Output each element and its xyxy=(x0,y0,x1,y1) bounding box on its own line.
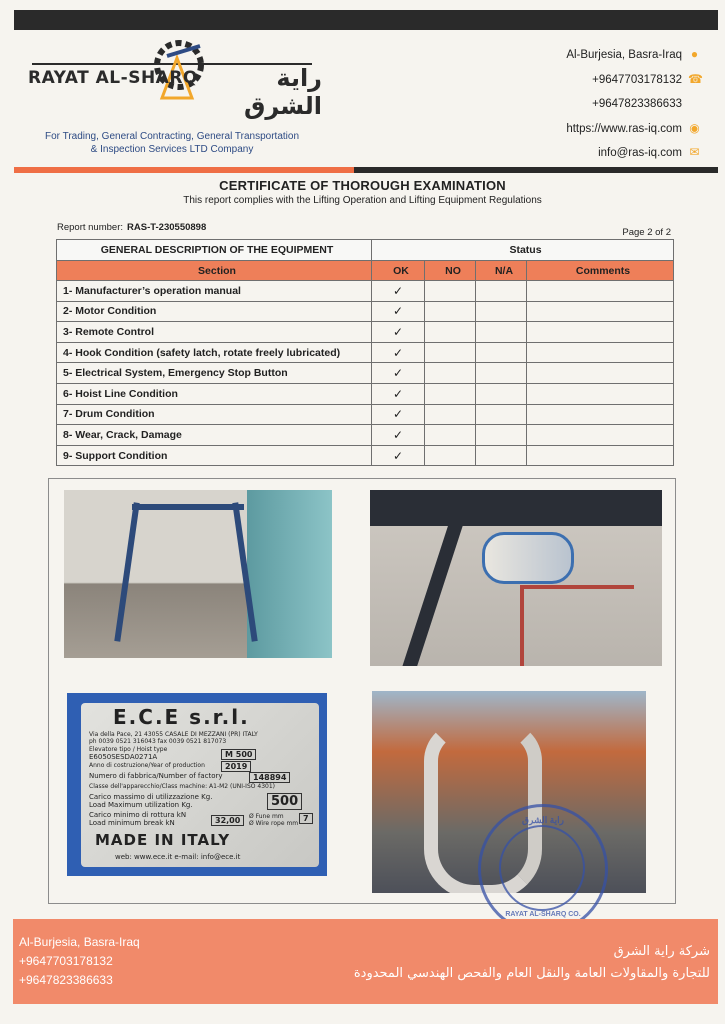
row-no xyxy=(425,342,476,363)
row-ok: ✓ xyxy=(372,322,425,343)
row-ok: ✓ xyxy=(372,404,425,425)
group-header: GENERAL DESCRIPTION OF THE EQUIPMENT xyxy=(57,240,372,261)
footer xyxy=(13,919,718,1004)
col-comments: Comments xyxy=(527,261,674,281)
table-row xyxy=(57,301,674,322)
row-ok: ✓ xyxy=(372,281,425,302)
table-group-header-row xyxy=(57,240,674,261)
status-header: Status xyxy=(372,240,674,261)
row-comments xyxy=(527,425,674,446)
row-no xyxy=(425,363,476,384)
red-frame xyxy=(520,585,634,666)
row-na xyxy=(476,445,527,466)
row-ok: ✓ xyxy=(372,445,425,466)
row-section: 9- Support Condition xyxy=(57,445,372,466)
mail-icon: ✉ xyxy=(689,145,700,159)
row-na xyxy=(476,425,527,446)
row-no xyxy=(425,404,476,425)
nameplate-model: M 500 xyxy=(221,749,256,760)
row-no xyxy=(425,425,476,446)
footer-arabic-line-1: شركة راية الشرق xyxy=(613,944,710,959)
table-row xyxy=(57,445,674,466)
row-comments xyxy=(527,363,674,384)
nameplate-break-load: 32,00 xyxy=(211,815,244,826)
row-ok: ✓ xyxy=(372,425,425,446)
table-row xyxy=(57,322,674,343)
footer-phone-2: +9647823386633 xyxy=(19,973,113,987)
nameplate-line: Carico minimo di rottura kN xyxy=(89,811,187,819)
photo-gantry-in-container xyxy=(64,490,332,658)
row-ok: ✓ xyxy=(372,363,425,384)
hoist-nameplate xyxy=(81,703,319,867)
row-comments xyxy=(527,445,674,466)
row-no xyxy=(425,445,476,466)
stamp-bottom-text: RAYAT AL-SHARQ CO. xyxy=(505,911,581,918)
nameplate-factory-no: 148894 xyxy=(249,772,290,783)
col-ok: OK xyxy=(372,261,425,281)
logo-english-text: RAYAT AL-SHARQ xyxy=(28,68,198,88)
nameplate-web: web: www.ece.it e-mail: info@ece.it xyxy=(115,853,241,861)
phone-spacer xyxy=(688,97,701,110)
report-number-value: RAS-T-230550898 xyxy=(127,222,207,233)
table-row xyxy=(57,425,674,446)
footer-address: Al-Burjesia, Basra-Iraq xyxy=(19,935,140,949)
row-section: 8- Wear, Crack, Damage xyxy=(57,425,372,446)
nameplate-brand: E.C.E s.r.l. xyxy=(113,705,250,729)
nameplate-rope: 7 xyxy=(299,813,313,824)
photo-nameplate xyxy=(67,693,327,876)
row-comments xyxy=(527,322,674,343)
row-na xyxy=(476,363,527,384)
footer-arabic xyxy=(354,941,710,985)
row-no xyxy=(425,383,476,404)
row-section: 1- Manufacturer’s operation manual xyxy=(57,281,372,302)
contact-address-text: Al-Burjesia, Basra-Iraq xyxy=(566,49,682,61)
nameplate-line: E6050SESDA0271A xyxy=(89,753,158,761)
table-row xyxy=(57,342,674,363)
nameplate-line: Carico massimo di utilizzazione Kg. xyxy=(89,793,213,801)
report-number xyxy=(57,222,206,233)
header-divider-orange xyxy=(14,167,354,173)
row-comments xyxy=(527,342,674,363)
nameplate-made-in: MADE IN ITALY xyxy=(95,831,231,849)
footer-contacts xyxy=(19,933,140,990)
footer-arabic-line-2: للتجارة والمقاولات العامة والنقل العام والفحص الهندسي المحدودة xyxy=(353,966,710,981)
row-na xyxy=(476,342,527,363)
contact-website-text: https://www.ras-iq.com xyxy=(566,122,682,135)
row-no xyxy=(425,281,476,302)
stamp-inner-ring xyxy=(499,825,585,911)
row-ok: ✓ xyxy=(372,342,425,363)
certificate-title: CERTIFICATE OF THOROUGH EXAMINATION xyxy=(219,178,506,193)
overhead-girder xyxy=(370,490,662,526)
company-tagline xyxy=(22,130,322,156)
nameplate-line: ph 0039 0521 316043 fax 0039 0521 817073 xyxy=(89,738,227,745)
row-section: 2- Motor Condition xyxy=(57,301,372,322)
contact-email-text: info@ras-iq.com xyxy=(598,147,682,159)
equipment-status-table xyxy=(56,239,674,466)
row-section: 4- Hook Condition (safety latch, rotate freely lubricated) xyxy=(57,342,372,363)
row-comments xyxy=(527,281,674,302)
row-comments xyxy=(527,383,674,404)
stamp-top-text: راية الشرق xyxy=(522,815,564,825)
contact-phone-1 xyxy=(566,71,701,96)
company-stamp xyxy=(478,804,608,934)
logo-arabic-text: راية الشرق xyxy=(243,64,322,120)
nameplate-line: Elevatore tipo / Hoist type xyxy=(89,746,168,753)
footer-phone-1: +9647703178132 xyxy=(19,954,113,968)
row-no xyxy=(425,322,476,343)
header-divider-dark xyxy=(354,167,718,173)
contact-address xyxy=(566,46,701,71)
row-ok: ✓ xyxy=(372,301,425,322)
row-section: 7- Drum Condition xyxy=(57,404,372,425)
row-na xyxy=(476,383,527,404)
phone-icon: ☎ xyxy=(688,71,703,86)
header-contacts xyxy=(566,46,701,169)
header-top-bar xyxy=(14,10,718,30)
row-comments xyxy=(527,301,674,322)
page-number: Page 2 of 2 xyxy=(622,227,671,238)
nameplate-rope-label-2: Ø Wire rope mm xyxy=(249,820,299,827)
row-ok: ✓ xyxy=(372,383,425,404)
nameplate-line: Numero di fabbrica/Number of factory xyxy=(89,772,223,780)
table-column-header-row xyxy=(57,261,674,281)
tagline-line-2: & Inspection Services LTD Company xyxy=(90,144,254,155)
company-logo xyxy=(22,38,322,128)
table-row xyxy=(57,383,674,404)
contact-phone-2 xyxy=(566,95,701,120)
nameplate-line: Classe dell'apparecchio/Class machine: A1-M2 (UNI-ISO 4301) xyxy=(89,783,275,790)
nameplate-line: Load Maximum utilization Kg. xyxy=(89,801,193,809)
table-row xyxy=(57,404,674,425)
container-wall xyxy=(247,490,332,658)
col-section: Section xyxy=(57,261,372,281)
row-na xyxy=(476,281,527,302)
tagline-line-1: For Trading, General Contracting, General Transportation xyxy=(44,131,300,142)
row-section: 5- Electrical System, Emergency Stop Button xyxy=(57,363,372,384)
photo-electric-hoist xyxy=(370,490,662,666)
nameplate-line: Load minimum break kN xyxy=(89,819,175,827)
nameplate-max-load: 500 xyxy=(267,793,302,810)
hoist-motor xyxy=(482,532,574,584)
nameplate-rope-label-1: Ø Fune mm xyxy=(249,813,284,820)
row-section: 6- Hoist Line Condition xyxy=(57,383,372,404)
certificate-subtitle: This report complies with the Lifting Operation and Lifting Equipment Regulations xyxy=(183,195,542,206)
table-row xyxy=(57,363,674,384)
contact-website xyxy=(566,120,701,145)
row-na xyxy=(476,301,527,322)
row-section: 3- Remote Control xyxy=(57,322,372,343)
report-number-label: Report number: xyxy=(57,222,124,233)
row-na xyxy=(476,322,527,343)
contact-email xyxy=(566,144,701,169)
nameplate-line: Anno di costruzione/Year of production xyxy=(89,762,205,769)
gantry-beam xyxy=(132,504,244,510)
table-row xyxy=(57,281,674,302)
contact-phone-1-text: +9647703178132 xyxy=(592,73,682,86)
col-no: NO xyxy=(425,261,476,281)
col-na: N/A xyxy=(476,261,527,281)
location-pin-icon: ● xyxy=(690,47,699,61)
gantry-leg-left xyxy=(114,502,139,641)
row-no xyxy=(425,301,476,322)
row-na xyxy=(476,404,527,425)
globe-icon: ◉ xyxy=(689,120,700,135)
nameplate-year: 2019 xyxy=(221,761,251,772)
nameplate-line: Via della Pace, 21 43055 CASALE DI MEZZANI (PR) ITALY xyxy=(89,731,258,738)
contact-phone-2-text: +9647823386633 xyxy=(592,98,682,110)
row-comments xyxy=(527,404,674,425)
